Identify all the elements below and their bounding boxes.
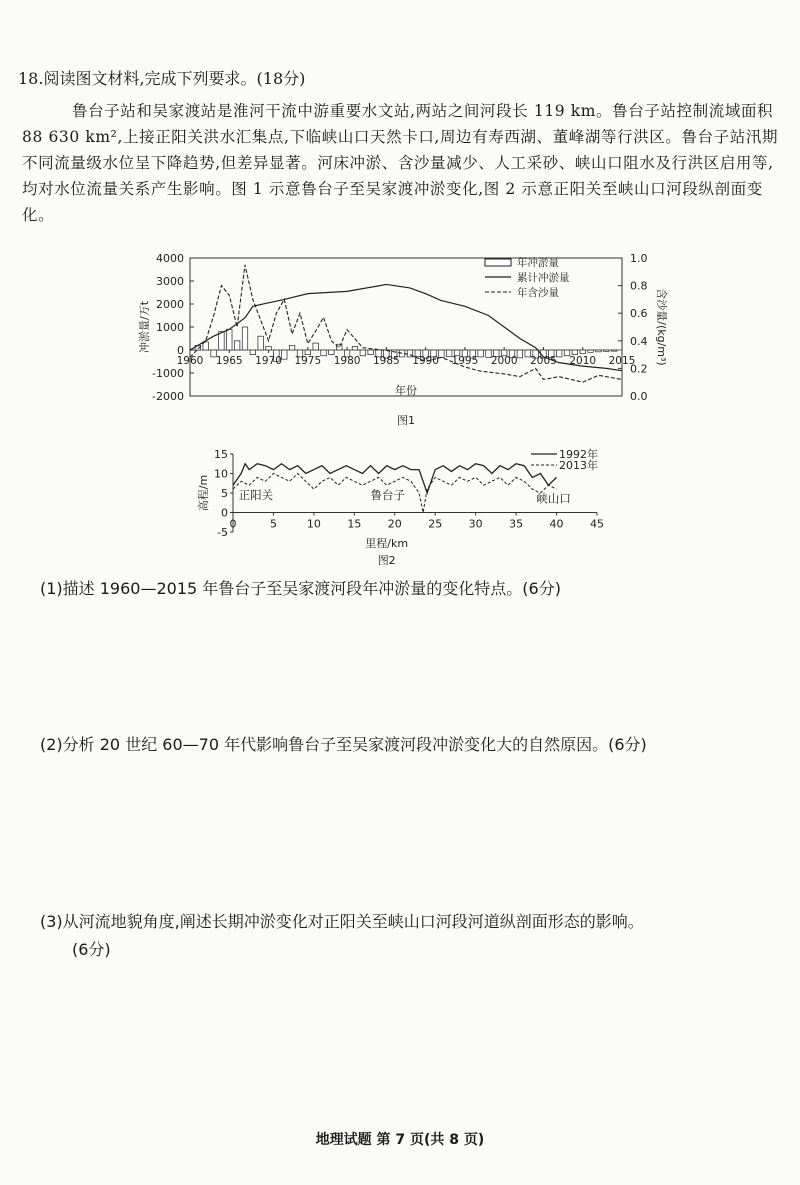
annual-bar <box>250 350 255 355</box>
x-tick-label: 25 <box>428 517 443 531</box>
figure-2 <box>195 440 625 570</box>
left-tick-label: 4000 <box>156 252 184 265</box>
annual-bar <box>517 350 522 358</box>
annual-bar <box>219 332 224 350</box>
subquestion-2: (2)分析 20 世纪 60—70 年代影响鲁台子至吴家渡河段冲淤变化大的自然原因。(6分) <box>40 735 647 754</box>
right-tick-label: 0.8 <box>630 279 648 293</box>
legend-cumulative: 累计冲淤量 <box>517 272 570 284</box>
annual-bar <box>368 350 373 355</box>
left-tick-label: 2000 <box>156 298 184 311</box>
x-tick-label: 30 <box>468 517 483 531</box>
x-tick-label: 1980 <box>333 355 361 367</box>
left-tick-label: -2000 <box>152 390 184 403</box>
legend-annual: 年冲淤量 <box>517 257 559 269</box>
subquestion-1: (1)描述 1960—2015 年鲁台子至吴家渡河段年冲淤量的变化特点。(6分) <box>40 579 561 598</box>
x-tick-label: 5 <box>269 517 277 531</box>
annual-bar <box>604 350 609 351</box>
annotation-xiashankou: 峡山口 <box>536 491 571 506</box>
x-tick-label: 15 <box>347 517 362 531</box>
annual-bar <box>234 341 239 350</box>
annual-bar <box>329 350 334 355</box>
x-tick-label: 10 <box>306 517 321 531</box>
y-tick-label: 15 <box>214 448 228 461</box>
legend-2013: 2013年 <box>559 459 598 472</box>
x-tick-label: 45 <box>590 517 604 531</box>
annual-bar <box>321 350 326 356</box>
right-tick-label: 0.6 <box>630 307 648 321</box>
annual-bar <box>580 350 585 353</box>
annual-bar <box>313 343 318 350</box>
x-tick-label: 35 <box>509 517 524 531</box>
annual-bar <box>258 336 263 350</box>
x-tick-label: 1970 <box>255 355 282 367</box>
annual-bar <box>572 350 577 355</box>
right-tick-label: 0.0 <box>630 390 648 403</box>
figure-1-caption: 图1 <box>397 414 415 427</box>
annual-bar <box>478 350 483 357</box>
left-tick-label: 0 <box>177 344 184 357</box>
x-tick-label: 2000 <box>490 355 518 367</box>
annual-bar <box>227 329 232 350</box>
subquestion-3-line1: (3)从河流地貌角度,阐述长期冲淤变化对正阳关至峡山口河段河道纵剖面形态的影响。 <box>40 912 644 931</box>
annotation-lutaizi: 鲁台子 <box>370 488 406 503</box>
right-tick-label: 0.4 <box>630 334 648 348</box>
figure-1 <box>130 250 670 428</box>
right-tick-label: 0.2 <box>630 362 648 376</box>
annual-bar <box>289 345 294 350</box>
annual-bar <box>556 350 561 357</box>
x-tick-label: 0 <box>229 517 237 531</box>
x-tick-label: 2005 <box>530 355 557 367</box>
figure-2-caption: 图2 <box>377 554 396 567</box>
x-axis-label: 年份 <box>395 384 417 397</box>
left-tick-label: 3000 <box>156 275 184 288</box>
x-tick-label: 20 <box>387 517 402 531</box>
page-footer: 地理试题 第 7 页(共 8 页) <box>315 1132 485 1148</box>
legend-sediment: 年含沙量 <box>517 287 559 299</box>
x-tick-label: 40 <box>549 517 564 531</box>
question-header: 18.阅读图文材料,完成下列要求。(18分) <box>18 69 306 88</box>
y-axis-left-label: 冲淤量/万t <box>138 300 151 354</box>
legend-swatch-annual <box>485 259 511 266</box>
y-tick-label: 0 <box>221 506 228 520</box>
annual-bar <box>266 347 271 350</box>
y-axis-label: 高程/m <box>197 474 210 512</box>
x-tick-label: 1960 <box>176 355 204 367</box>
left-tick-label: -1000 <box>152 367 184 380</box>
annual-bar <box>305 350 310 355</box>
y-tick-label: 5 <box>221 487 228 500</box>
annotation-zhengyangguan: 正阳关 <box>238 488 274 503</box>
annual-bar <box>439 350 444 358</box>
annual-bar <box>336 344 341 350</box>
x-axis-label: 里程/km <box>365 537 409 550</box>
annual-bar <box>399 350 404 357</box>
x-tick-label: 1965 <box>215 355 243 367</box>
legend-1992: 1992年 <box>559 448 598 461</box>
y-tick-label: -5 <box>217 526 228 539</box>
annual-bar <box>242 327 247 350</box>
question-paragraph: 鲁台子站和吴家渡站是淮河干流中游重要水文站,两站之间河段长 119 km。鲁台子站控制流域面积 88 630 km²,上接正阳关洪水汇集点,下临峡山口天然卡口,周边有寿西湖、董峰湖等行洪区。鲁台子站汛期不同流量级水位呈下降趋势,但差异显著。河床冲淤、含沙量减少、人工采砂、峡山口阻水及行洪区启用等,均对水位流量关系产生影响。图 1 示意鲁台子至吴家渡冲淤变化,图 2 示意正阳关至峡山口河段纵剖面变化。 <box>22 102 779 224</box>
x-tick-label: 1995 <box>451 355 479 367</box>
annual-bar <box>596 350 601 352</box>
right-tick-label: 1.0 <box>630 252 648 265</box>
annual-bar <box>352 347 357 350</box>
x-tick-label: 2015 <box>608 355 636 367</box>
y-axis-right-label: 含沙量/(kg/m³) <box>655 288 668 366</box>
x-tick-label: 1990 <box>412 355 440 367</box>
subquestion-3-line2: (6分) <box>72 940 111 959</box>
y-tick-label: 10 <box>214 467 228 481</box>
annual-bar <box>360 350 365 356</box>
left-tick-label: 1000 <box>156 321 184 334</box>
annual-bar <box>588 350 593 352</box>
x-tick-label: 2010 <box>569 355 597 367</box>
x-tick-label: 1975 <box>294 355 322 367</box>
annual-bar <box>611 350 616 351</box>
annual-bar <box>282 350 287 359</box>
x-tick-label: 1985 <box>372 355 400 367</box>
